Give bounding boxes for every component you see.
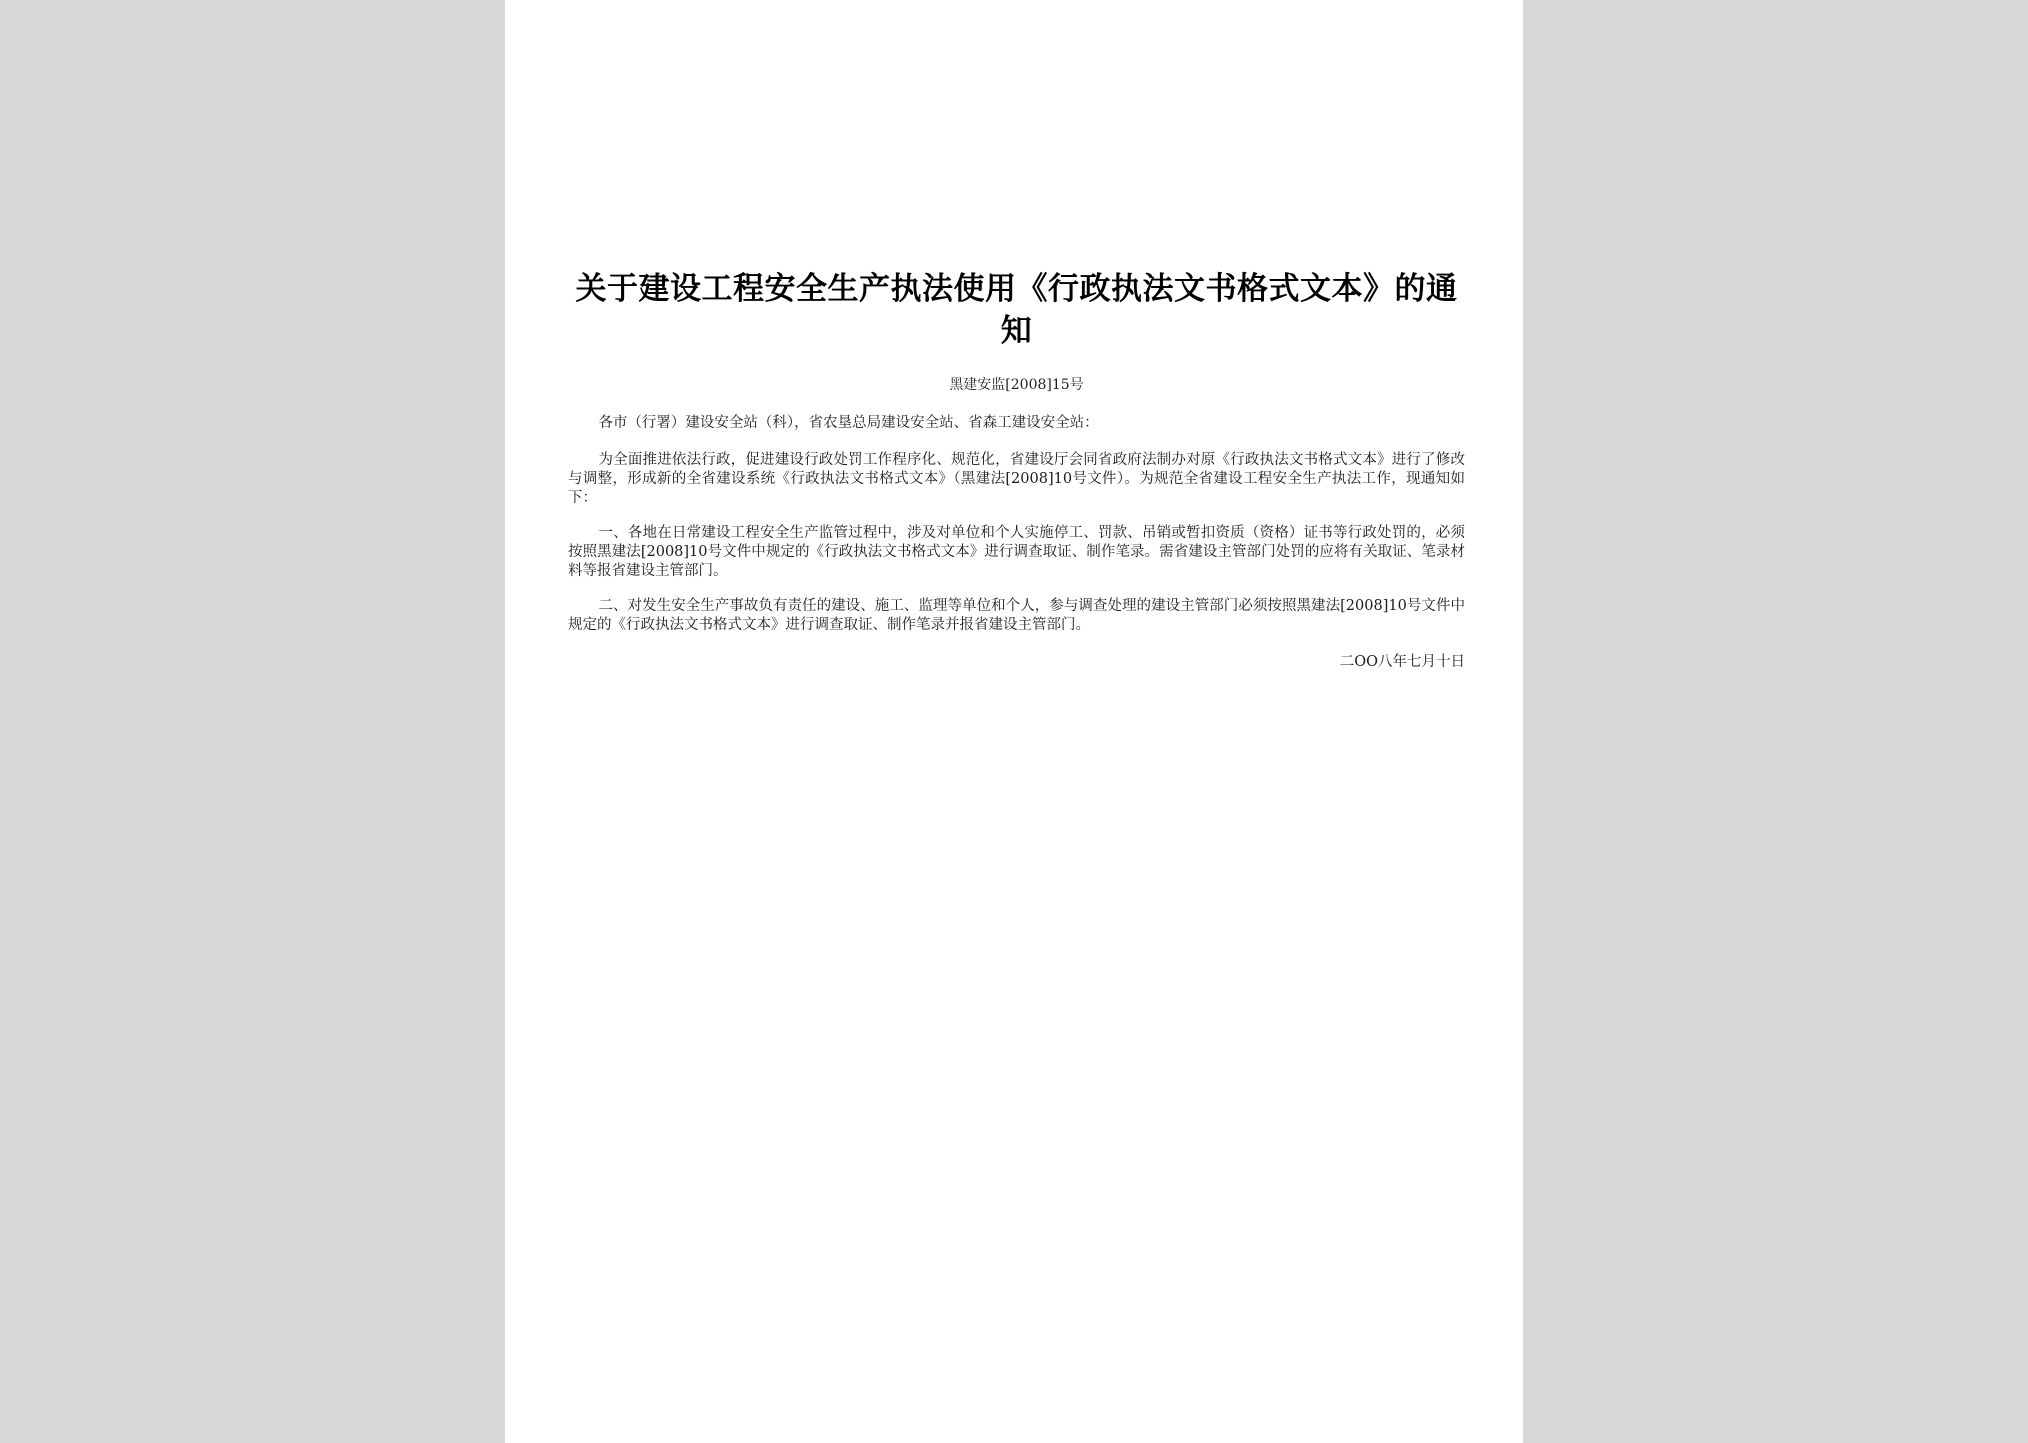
paragraph-item-two: 二、对发生安全生产事故负有责任的建设、施工、监理等单位和个人，参与调查处理的建设主管部门必须按照黑建法[2008]10号文件中规定的《行政执法文书格式文本》进行调查取证、制作笔录并报省建设主管部门。: [568, 598, 1465, 633]
document-number: 黑建安监[2008]15号: [949, 377, 1084, 393]
document-page: [505, 0, 1523, 1443]
paragraph-intro: 为全面推进依法行政，促进建设行政处罚工作程序化、规范化，省建设厅会同省政府法制办对原《行政执法文书格式文本》进行了修改与调整，形成新的全省建设系统《行政执法文书格式文本》（黑建法[2008]10号文件）。为规范全省建设工程安全生产执法工作，现通知如下：: [568, 452, 1465, 506]
paragraph-item-one: 一、各地在日常建设工程安全生产监管过程中，涉及对单位和个人实施停工、罚款、吊销或暂扣资质（资格）证书等行政处罚的，必须按照黑建法[2008]10号文件中规定的《行政执法文书格式文本》进行调查取证、制作笔录。需省建设主管部门处罚的应将有关取证、笔录材料等报省建设主管部门。: [568, 525, 1465, 579]
salutation: 各市（行署）建设安全站（科），省农垦总局建设安全站、省森工建设安全站：: [598, 415, 1099, 431]
document-title: 关于建设工程安全生产执法使用《行政执法文书格式文本》的通知: [575, 271, 1458, 349]
document-date: 二OO八年七月十日: [1339, 654, 1465, 670]
page-content: [568, 268, 1465, 672]
